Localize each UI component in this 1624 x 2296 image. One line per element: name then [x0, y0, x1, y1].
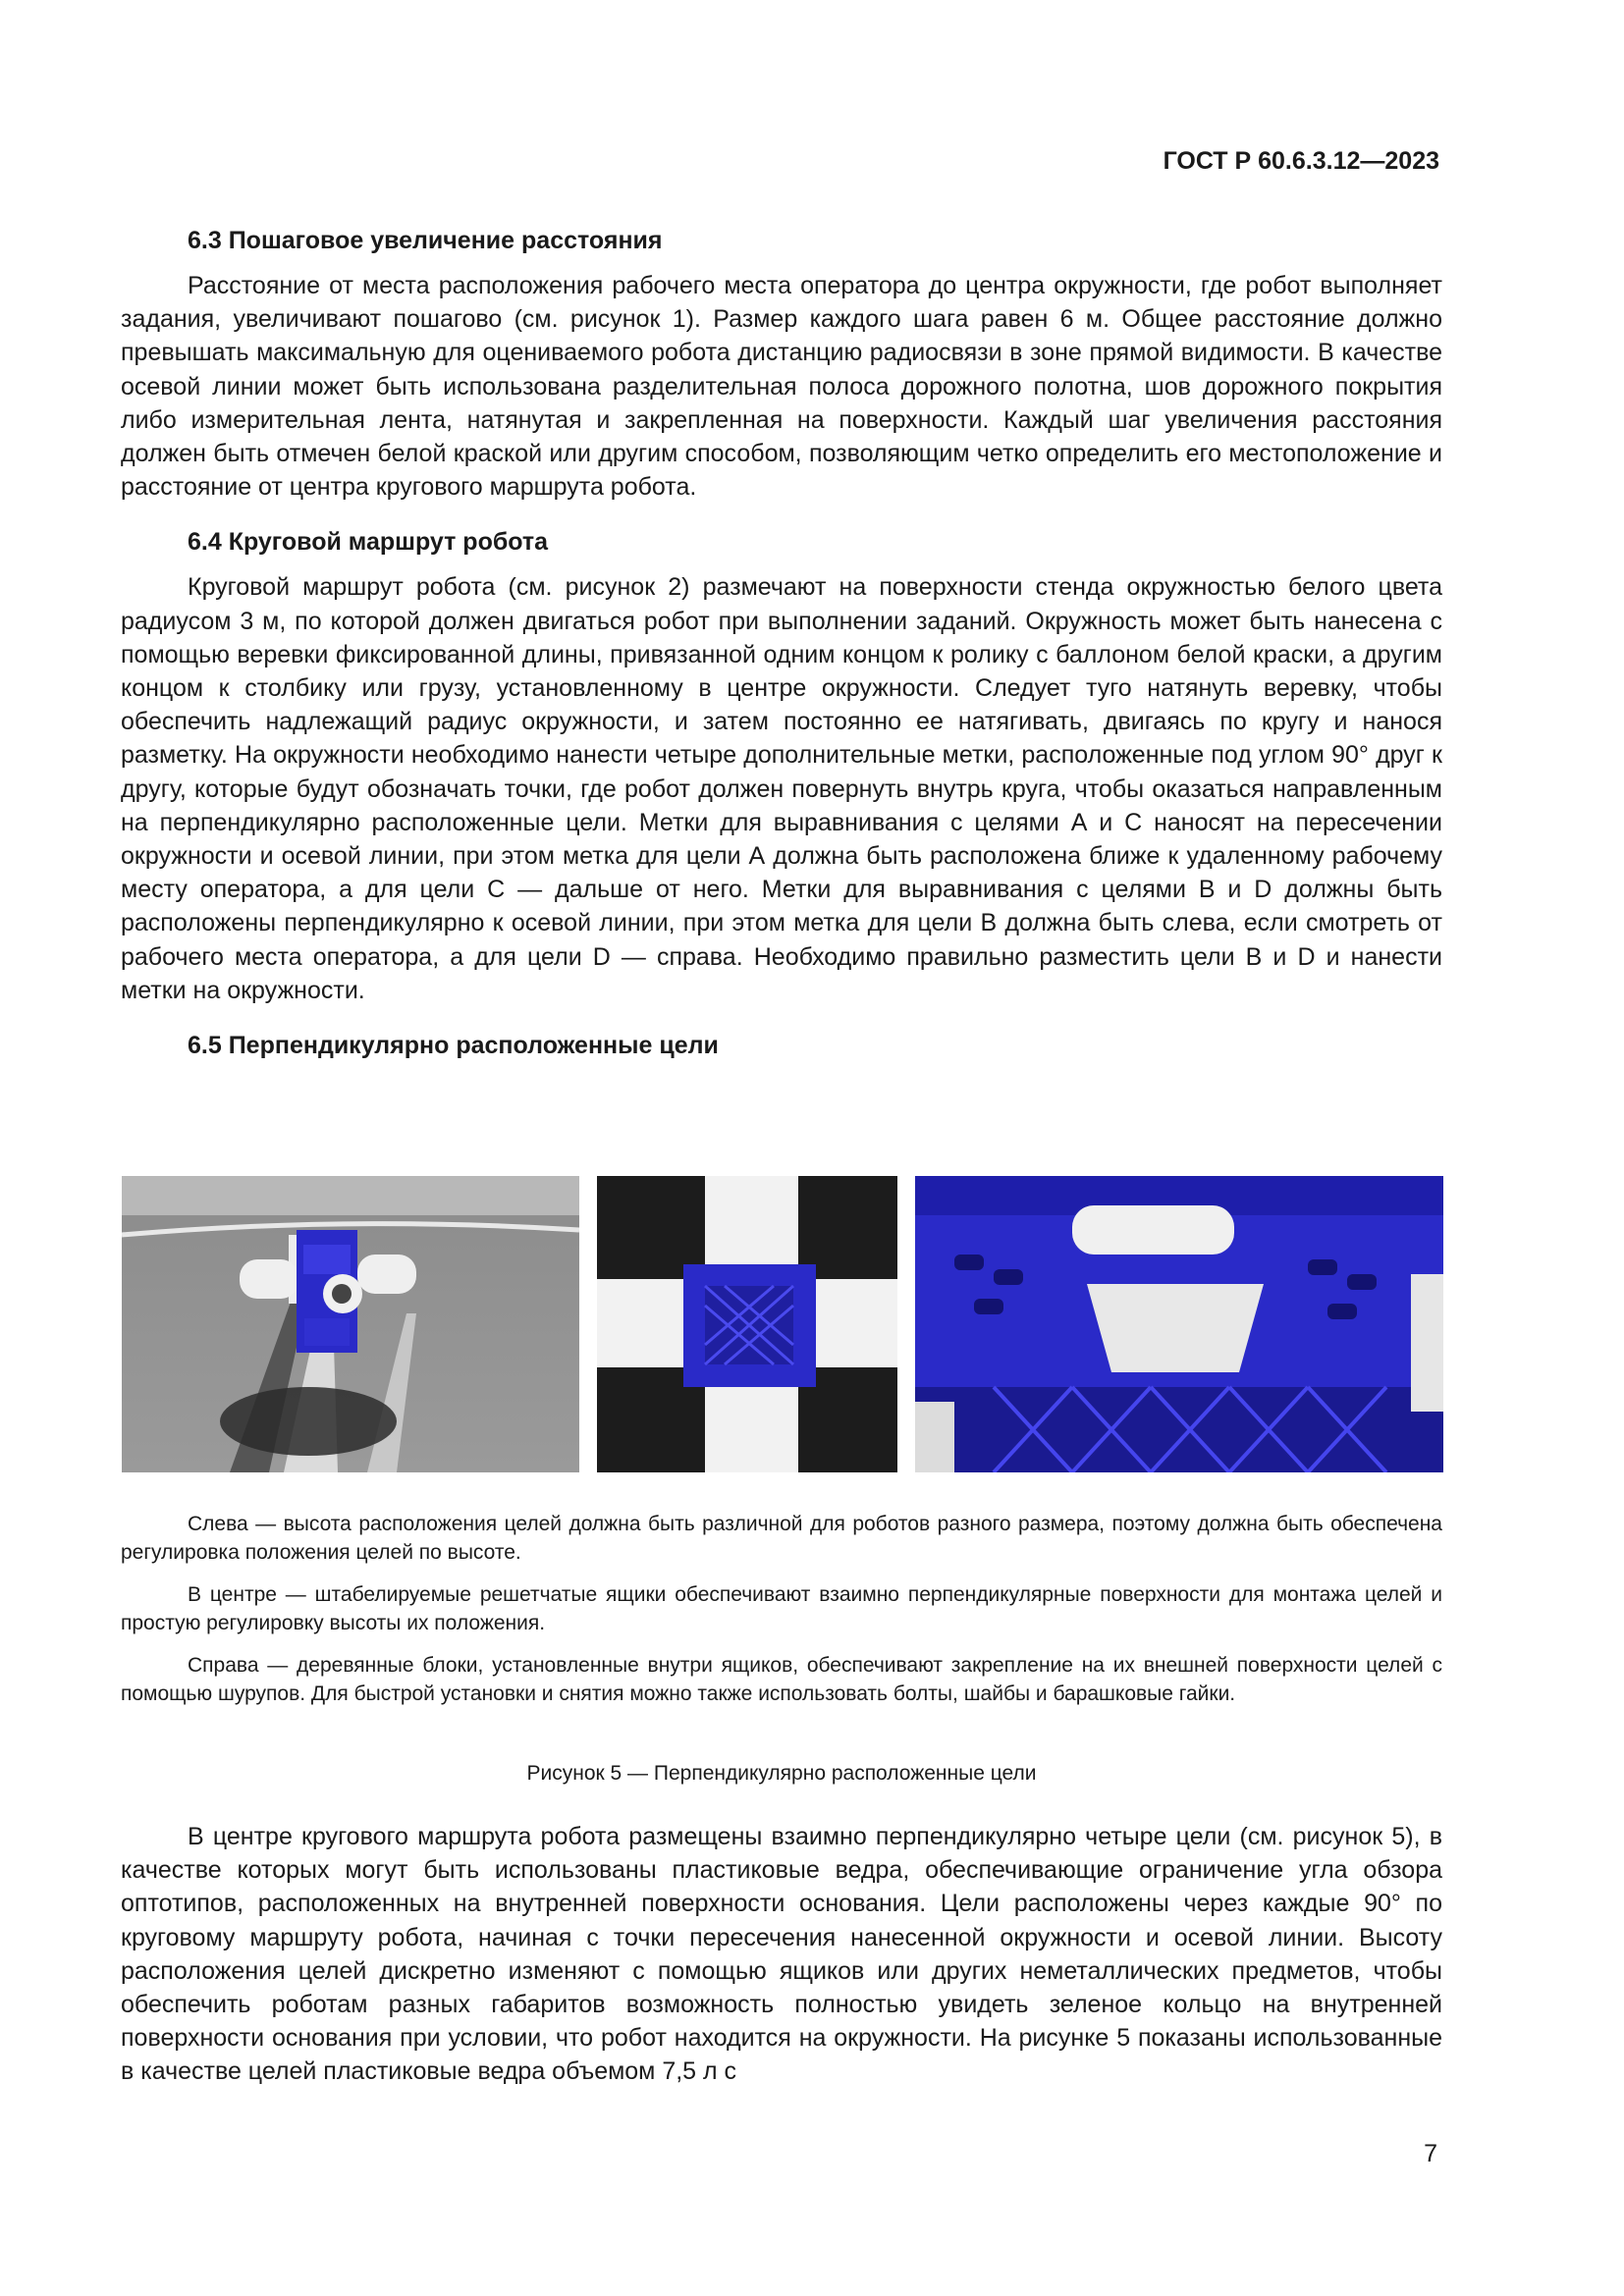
figure-5-captions — [121, 1510, 1442, 1722]
section-6-4-text: Круговой маршрут робота (см. рисунок 2) размечают на поверхности стенда окружностью белого цвета радиусом 3 м, по которой должен двигаться робот при выполнении заданий. Окружность может быть нанесена с помощью веревки фиксированной длины, привязанной одним концом к ролику с баллоном белой краски, а другим концом к столбику или грузу, установленному в центре окружности. Следует туго натянуть веревку, чтобы обеспечить надлежащий радиус окружности, и затем постоянно ее натягивать, двигаясь по кругу и нанося разметку. На окружности необходимо нанести четыре дополнительные метки, расположенные под углом 90° друг к другу, которые будут обозначать точки, где робот должен повернуть внутрь круга, чтобы оказаться направленным на перпендикулярно расположенные цели. Метки для выравнивания с целями А и С наносят на пересечении окружности и осевой линии, при этом метка для цели А должна быть расположена ближе к удаленному рабочему месту оператора, а для цели С — дальше от него. Метки для выравнивания с целями В и D должны быть расположены перпендикулярно к осевой линии, при этом метка для цели В должна быть слева, если смотреть от рабочего места оператора, а для цели D — справа. Необходимо правильно разместить цели В и D и нанести метки на окружности. — [121, 573, 1442, 1004]
section-6-3-title: 6.3 Пошаговое увеличение расстояния — [188, 227, 663, 254]
closing-paragraph-container — [121, 1820, 1442, 2110]
figure-5-title: Рисунок 5 — Перпендикулярно расположенные цели — [526, 1762, 1037, 1785]
page-number: 7 — [1424, 2140, 1437, 2167]
closing-paragraph: В центре кругового маршрута робота размещены взаимно перпендикулярно четыре цели (см. рисунок 5), в качестве которых могут быть использованы пластиковые ведра, обеспечивающие ограничение угла обзора оптотипов, расположенных на внутренней поверхности основания. Цели расположены через каждые 90° по круговому маршруту робота, начиная с точки пересечения нанесенной окружности и осевой линии. Высоту расположения целей дискретно изменяют с помощью ящиков или других неметаллических предметов, чтобы обеспечить роботам разных габаритов возможность полностью увидеть зеленое кольцо на внутренней поверхности основания при условии, что робот находится на окружности. На рисунке 5 показаны использованные в качестве целей пластиковые ведра объемом 7,5 л с — [121, 1823, 1442, 2086]
section-6-3-text: Расстояние от места расположения рабочего места оператора до центра окружности, где робот выполняет задания, увеличивают пошагово (см. рисунок 1). Размер каждого шага равен 6 м. Общее расстояние должно превышать максимальную для оцениваемого робота дистанцию радиосвязи в зоне прямой видимости. В качестве осевой линии может быть использована разделительная полоса дорожного полотна, шов дорожного покрытия либо измерительная лента, натянутая и закрепленная на поверхности. Каждый шаг увеличения расстояния должен быть отмечен белой краской или другим способом, позволяющим четко определить его местоположение и расстояние от центра кругового маршрута робота. — [121, 272, 1442, 502]
photo-left-crate-on-road — [122, 1176, 579, 1472]
caption-left: Слева — высота расположения целей должна быть различной для роботов разного размера, поэтому должна быть обеспечена регулировка положения целей по высоте. — [121, 1513, 1442, 1564]
caption-right: Справа — деревянные блоки, установленные внутри ящиков, обеспечивают закрепление на их внешней поверхности целей с помощью шурупов. Для быстрой установки и снятия можно также использовать болты, шайбы и барашковые гайки. — [121, 1654, 1442, 1705]
main-content — [121, 224, 1442, 1074]
caption-center: В центре — штабелируемые решетчатые ящики обеспечивают взаимно перпендикулярные поверхности для монтажа целей и простую регулировку высоты их положения. — [121, 1583, 1442, 1634]
document-header: ГОСТ Р 60.6.3.12—2023 — [1163, 147, 1439, 175]
section-6-4-title: 6.4 Круговой маршрут робота — [188, 528, 549, 557]
figure-5-photos — [122, 1176, 1443, 1472]
photo-right-crate-interior — [915, 1176, 1443, 1472]
section-6-5-title: 6.5 Перпендикулярно расположенные цели — [188, 1032, 719, 1060]
photo-center-crate-top-view — [597, 1176, 897, 1472]
